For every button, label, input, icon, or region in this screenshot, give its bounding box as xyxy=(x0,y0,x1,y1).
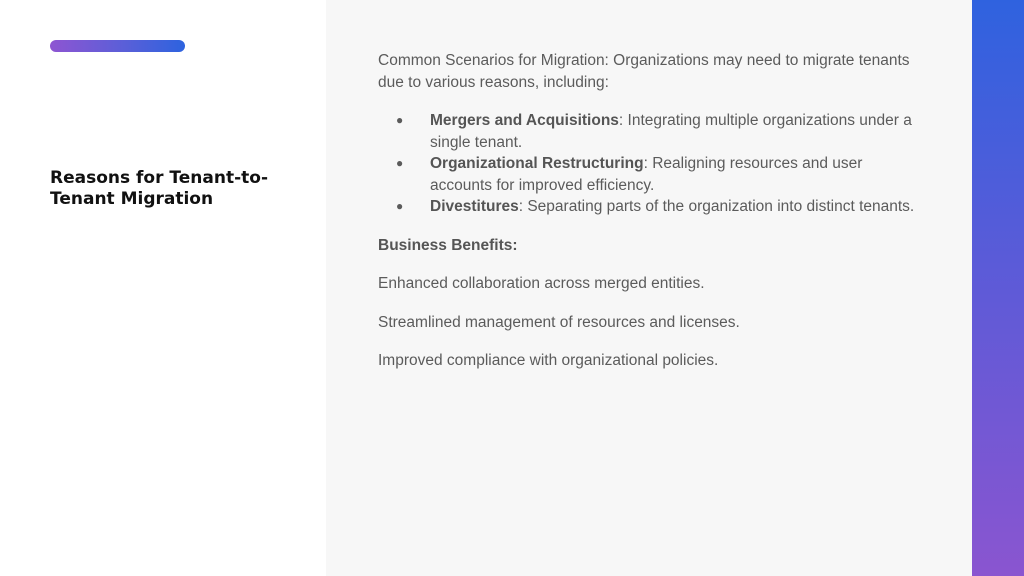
bullet-icon: ● xyxy=(396,156,404,170)
scenario-list xyxy=(378,110,926,218)
scenario-item-divestitures xyxy=(378,196,926,218)
title-panel xyxy=(0,0,326,576)
benefit-item-collaboration: Enhanced collaboration across merged entities. xyxy=(378,275,705,292)
scenario-term: Organizational Restructuring xyxy=(430,155,644,172)
decorative-side-bar xyxy=(972,0,1024,576)
scenario-item-restructuring xyxy=(378,153,926,196)
scenario-description: : Separating parts of the organization into distinct tenants. xyxy=(518,198,915,215)
scenario-description: : Integrating multiple organizations under a single tenant. xyxy=(430,112,912,151)
benefit-item-compliance: Improved compliance with organizational policies. xyxy=(378,352,719,369)
bullet-icon: ● xyxy=(396,113,404,127)
scenario-term: Mergers and Acquisitions xyxy=(430,112,619,129)
content-panel xyxy=(326,0,972,576)
scenario-item-mergers xyxy=(378,110,926,153)
benefit-item-management: Streamlined management of resources and licenses. xyxy=(378,313,740,331)
scenario-term: Divestitures xyxy=(430,198,519,215)
slide-body xyxy=(378,50,926,389)
accent-bar xyxy=(50,40,185,52)
bullet-icon: ● xyxy=(396,199,404,213)
scenario-description: : Realigning resources and user accounts for improved efficiency. xyxy=(430,155,863,194)
intro-paragraph: Common Scenarios for Migration: Organizations may need to migrate tenants due to various reasons, including: xyxy=(378,52,910,91)
benefits-heading: Business Benefits: xyxy=(378,236,518,254)
slide-title: Reasons for Tenant-to-Tenant Migration xyxy=(50,168,268,209)
